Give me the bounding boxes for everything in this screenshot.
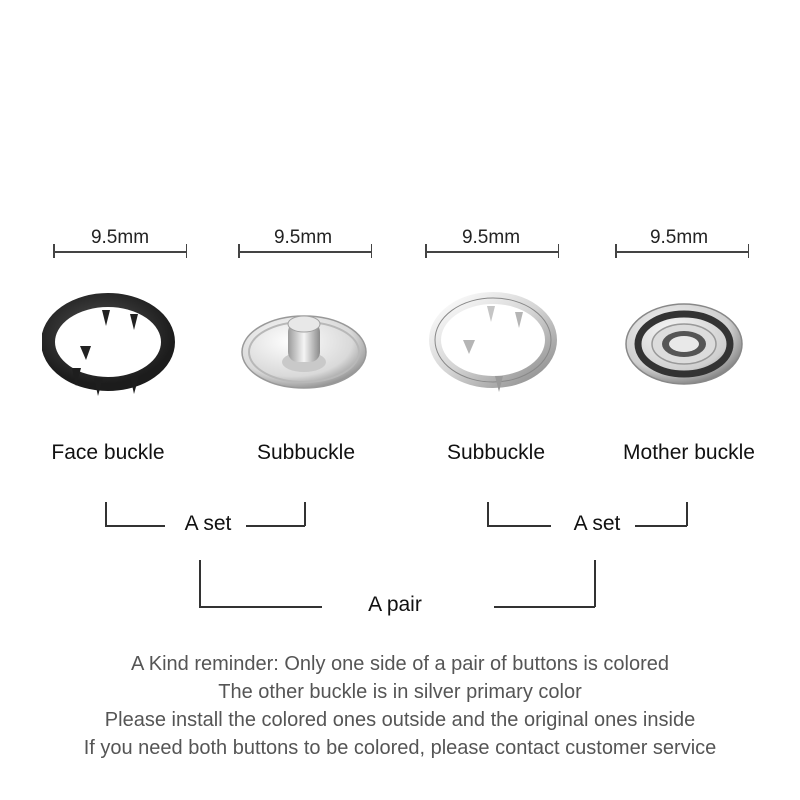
pair-bracket-vertical-left [199,560,201,607]
set-bracket-right-bottom-2 [635,525,687,527]
black-prong-ring-icon [42,290,182,400]
pair-label: A pair [368,593,422,616]
reminder-line-3: Please install the colored ones outside and the original ones inside [104,709,696,731]
set-bracket-left-vertical-1 [105,502,107,526]
silver-stud-icon [236,290,376,400]
dimension-label-2: 9.5mm [273,227,333,248]
part-label-subbuckle-2: Subbuckle [446,441,546,464]
reminder-line-2: The other buckle is in silver primary color [218,681,582,703]
pair-bracket-bottom-left [199,606,322,608]
pair-bracket-bottom-right [494,606,595,608]
part-label-subbuckle-1: Subbuckle [256,441,356,464]
pair-bracket-vertical-right [594,560,596,607]
set-label-left: A set [184,512,232,535]
dimension-bar-4 [615,244,749,258]
set-bracket-right-vertical-1 [487,502,489,526]
reminder-line-4: If you need both buttons to be colored, please contact customer service [83,737,717,759]
part-label-face-buckle: Face buckle [51,441,165,464]
part-label-mother-buckle: Mother buckle [623,441,755,464]
set-bracket-left-bottom-2 [246,525,305,527]
dimension-bar-1 [53,244,187,258]
set-bracket-left-vertical-2 [304,502,306,526]
dimension-label-1: 9.5mm [90,227,150,248]
dimension-bar-2 [238,244,372,258]
silver-prong-ring-icon [423,290,563,400]
set-bracket-right-bottom-1 [487,525,551,527]
reminder-text [0,650,800,762]
dimension-label-4: 9.5mm [649,227,709,248]
set-bracket-right-vertical-2 [686,502,688,526]
dimension-label-3: 9.5mm [461,227,521,248]
set-label-right: A set [573,512,621,535]
reminder-line-1: A Kind reminder: Only one side of a pair of buttons is colored [130,653,670,675]
silver-socket-icon [616,290,756,400]
dimension-bar-3 [425,244,559,258]
set-bracket-left-bottom-1 [105,525,165,527]
